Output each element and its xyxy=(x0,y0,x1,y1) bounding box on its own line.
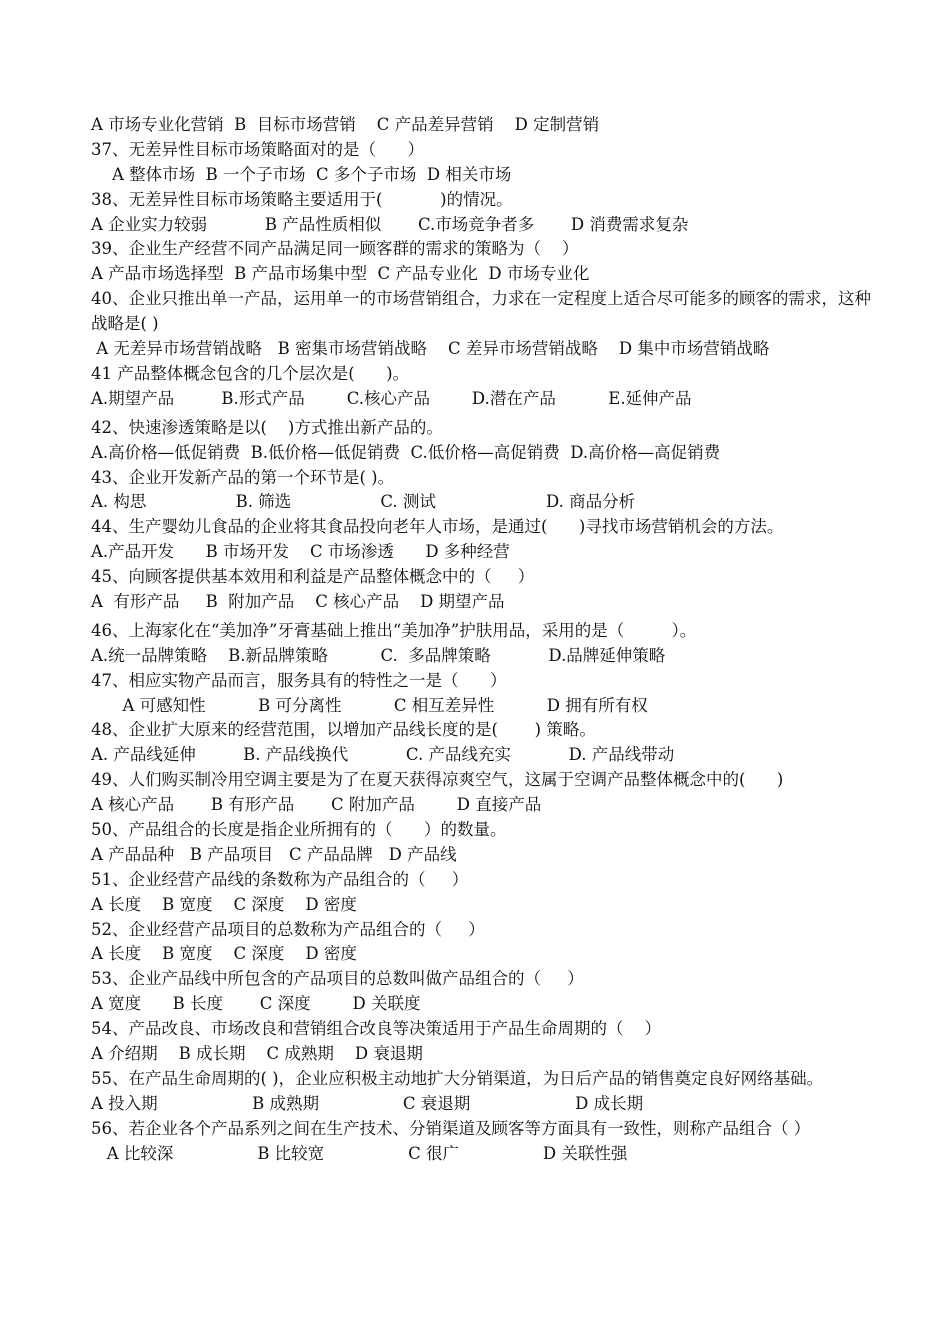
answer-options-44: A.产品开发 B 市场开发 C 市场渗透 D 多种经营 xyxy=(91,542,510,562)
answer-options-41: A.期望产品 B.形式产品 C.核心产品 D.潜在产品 E.延伸产品 xyxy=(91,388,692,408)
question-40: 40、企业只推出单一产品，运用单一的市场营销组合，力求在一定程度上适合尽可能多的顾客的需求，这种战略是( ) xyxy=(91,289,871,334)
answer-options-53: A 宽度 B 长度 C 深度 D 关联度 xyxy=(91,994,421,1014)
question-43: 43、企业开发新产品的第一个环节是( )。 xyxy=(91,467,395,487)
answer-options-43: A. 构思 B. 筛选 C. 测试 D. 商品分析 xyxy=(91,492,636,512)
question-38: 38、无差异性目标市场策略主要适用于( )的情况。 xyxy=(91,189,513,209)
answer-options-37: A 整体市场 B 一个子市场 C 多个子市场 D 相关市场 xyxy=(91,164,512,184)
question-48: 48、企业扩大原来的经营范围，以增加产品线长度的是( ) 策略。 xyxy=(91,720,596,740)
document-body xyxy=(91,113,881,1166)
question-55: 55、在产品生命周期的( )，企业应积极主动地扩大分销渠道，为日后产品的销售奠定良好网络基础。 xyxy=(91,1068,824,1088)
question-45: 45、向顾客提供基本效用和利益是产品整体概念中的（ ） xyxy=(91,567,535,587)
question-50: 50、产品组合的长度是指企业所拥有的（ ）的数量。 xyxy=(91,819,507,839)
answer-options-51: A 长度 B 宽度 C 深度 D 密度 xyxy=(91,894,357,914)
question-39: 39、企业生产经营不同产品满足同一顾客群的需求的策略为（ ） xyxy=(91,239,579,259)
question-54: 54、产品改良、市场改良和营销组合改良等决策适用于产品生命周期的（ ） xyxy=(91,1019,661,1039)
question-46: 46、上海家化在“美加净”牙膏基础上推出“美加净”护肤用品，采用的是（ ）。 xyxy=(91,620,697,640)
answer-options-39: A 产品市场选择型 B 产品市场集中型 C 产品专业化 D 市场专业化 xyxy=(91,264,590,284)
answer-options-46: A.统一品牌策略 B.新品牌策略 C. 多品牌策略 D.品牌延伸策略 xyxy=(91,645,666,665)
question-37: 37、无差异性目标市场策略面对的是（ ） xyxy=(91,139,424,159)
question-56: 56、若企业各个产品系列之间在生产技术、分销渠道及顾客等方面具有一致性，则称产品组合（ ） xyxy=(91,1118,811,1138)
answer-options-55: A 投入期 B 成熟期 C 衰退期 D 成长期 xyxy=(91,1093,644,1113)
answer-options-45: A 有形产品 B 附加产品 C 核心产品 D 期望产品 xyxy=(91,591,505,611)
answer-options-40: A 无差异市场营销战略 B 密集市场营销战略 C 差异市场营销战略 D 集中市场营销战略 xyxy=(91,339,770,359)
question-41: 41 产品整体概念包含的几个层次是( )。 xyxy=(91,363,410,383)
question-52: 52、企业经营产品项目的总数称为产品组合的（ ） xyxy=(91,919,485,939)
answer-options-36: A 市场专业化营销 B 目标市场营销 C 产品差异营销 D 定制营销 xyxy=(91,115,600,134)
question-42: 42、快速渗透策略是以( )方式推出新产品的。 xyxy=(91,417,443,437)
answer-options-48: A. 产品线延伸 B. 产品线换代 C. 产品线充实 D. 产品线带动 xyxy=(91,745,675,765)
answer-options-54: A 介绍期 B 成长期 C 成熟期 D 衰退期 xyxy=(91,1043,423,1063)
question-47: 47、相应实物产品而言，服务具有的特性之一是（ ） xyxy=(91,670,507,690)
question-44: 44、生产婴幼儿食品的企业将其食品投向老年人市场，是通过( )寻找市场营销机会的方法。 xyxy=(91,517,784,537)
answer-options-49: A 核心产品 B 有形产品 C 附加产品 D 直接产品 xyxy=(91,795,542,815)
answer-options-56: A 比较深 B 比较宽 C 很广 D 关联性强 xyxy=(91,1143,628,1163)
question-51: 51、企业经营产品线的条数称为产品组合的（ ） xyxy=(91,869,469,889)
question-53: 53、企业产品线中所包含的产品项目的总数叫做产品组合的（ ） xyxy=(91,969,584,989)
answer-options-38: A 企业实力较弱 B 产品性质相似 C.市场竞争者多 D 消费需求复杂 xyxy=(91,214,689,234)
answer-options-42: A.高价格—低促销费 B.低价格—低促销费 C.低价格—高促销费 D.高价格—高促销费 xyxy=(91,442,721,462)
question-49: 49、人们购买制冷用空调主要是为了在夏天获得凉爽空气，这属于空调产品整体概念中的( ) xyxy=(91,770,784,790)
answer-options-47: A 可感知性 B 可分离性 C 相互差异性 D 拥有所有权 xyxy=(91,695,648,715)
answer-options-50: A 产品品种 B 产品项目 C 产品品牌 D 产品线 xyxy=(91,844,457,864)
answer-options-52: A 长度 B 宽度 C 深度 D 密度 xyxy=(91,944,357,964)
